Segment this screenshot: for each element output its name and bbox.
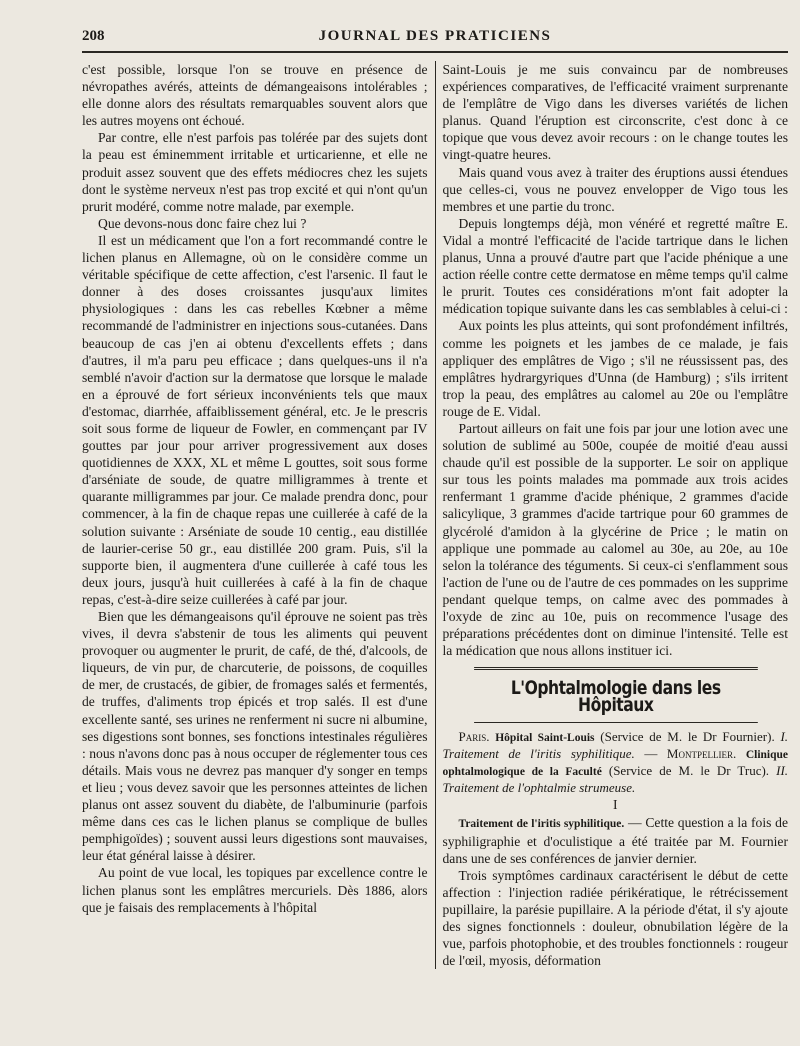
paragraph-text: — Cette question a la fois de syphiligraphie et d'oculistique a été traitée par M. Fournier dans une de ses conférences de janvier dernier. — [442, 814, 788, 866]
paragraph: Depuis longtemps déjà, mon vénéré et regretté maître E. Vidal a montré l'efficacité de l'acide tartrique dans le lichen planus, Unna a prouvé d'autre part que l'acide phénique a une action réelle contre cette dermatose en même temps qu'il calme le prurit. Toutes ces considérations m'ont fait adopter la médication topique suivante dans les cas semblables à celui-ci : — [442, 215, 788, 317]
summary-city: — Montpellier. — [644, 746, 737, 762]
summary-hospital: Clinique ophtalmologique de la Faculté — [442, 749, 788, 779]
paragraph: Il est un médicament que l'on a fort recommandé contre le lichen planus en Allemagne, où on le considère comme un véritable spécifique de cette affection, c'est l'arsenic. Il faut le donner à des doses croissantes jusqu'aux limites physiologiques : dans les cas rebelles Kœbner a même recommandé de l'administrer en injections sous-cutanées. Dans beaucoup de cas j'en ai obtenu d'excellents effets ; dans d'autres, il m'a paru peu efficace ; dans quelques-uns il n'a semblé n'avoir d'action sur la dermatose que lorsque le malade en a éprouvé de fort sérieux inconvénients tels que maux d'estomac, diarrhée, affaiblissement général, etc. Je le prescris soit sous forme de liqueur de Fowler, en commençant par IV gouttes par jour pour arriver progressivement aux doses quotidiennes de XXX, XL et même L gouttes, soit sous forme d'arséniate de soude, de quatre milligrammes à trente et quarante milligrammes par jour. Ce malade prendra donc, pour commencer, à la fin de chaque repas une cuillerée à café de la solution suivante : Arséniate de soude 10 centig., eau distillée de laurier-cerise 50 gr., eau distillée 200 gram. Puis, s'il la supporte bien, il augmentera d'une cuillerée à café tous les deux jours, jusqu'à huit cuillerées à café à la fin de chaque repas, c'est-à-dire seize cuillerées à café par jour. — [82, 232, 428, 607]
two-column-body — [82, 61, 788, 969]
paragraph: Aux points les plus atteints, qui sont profondément infiltrés, comme les poignets et les jambes de ce malade, je fais appliquer des emplâtres de Vigo ; s'il ne réussissent pas, des emplâtres hydrargyriques d'Unna (de Hamburg) ; s'ils irritent trop la peau, des emplâtres au calomel au 20e ou l'emplâtre rouge de E. Vidal. — [442, 318, 788, 419]
paragraph: c'est possible, lorsque l'on se trouve en présence de névropathes avérés, atteints de démangeaisons intolérables ; elle donne alors des résultats remarquables souvent alors que les autres moyens ont échoué. — [82, 62, 428, 129]
summary-hospital: Hôpital Saint-Louis — [495, 732, 595, 745]
summary-city: Paris. — [458, 729, 490, 745]
paragraph: Que devons-nous donc faire chez lui ? — [98, 215, 307, 231]
section-number: I — [612, 797, 618, 813]
journal-title: JOURNAL DES PRATICIENS — [318, 28, 552, 44]
subsection-heading: Traitement de l'iritis syphilitique. — [458, 817, 625, 830]
left-column — [82, 61, 436, 969]
paragraph — [443, 814, 789, 867]
paragraph: Par contre, elle n'est parfois pas tolérée par des sujets dont la peau est éminemment irritable et urticarienne, et elle ne produit assez souvent que des effets médiocres chez les sujets dont le système nerveux n'est pas trop excité et qui n'ont qu'un prurit modéré, comme notre malade, par exemple. — [82, 130, 428, 214]
right-column — [436, 61, 789, 969]
paragraph: Trois symptômes cardinaux caractérisent le début de cette affection : l'injection radiée périkératique, le rétrécissement pupillaire, la parésie pupillaire. A la période d'état, il s'y ajoute des signes fonctionnels : douleur, obnubilation légère de la vue, parfois photophobie, et des troubles fonctionnels : rougeur de l'œil, myosis, déformation — [442, 867, 788, 969]
paragraph: Au point de vue local, les topiques par excellence contre le lichen planus sont les emplâtres mercuriels. Dès 1886, alors que je faisais des remplacements à l'hôpital — [82, 865, 428, 915]
paragraph: Bien que les démangeaisons qu'il éprouve ne soient pas très vives, il devra s'abstenir de tous les aliments qui peuvent provoquer ou augmenter le prurit, de café, de thé, d'alcools, de liqueurs, de vin pur, de charcuterie, de poissons, de coquilles de mer, de crustacés, de gibier, de fromages salés et fermentés, de truffes, d'aliments trop épicés et trop salés. Il est d'une excellente santé, ses urines ne renferment ni sucre ni albumine, ses digestions sont bonnes, ses fonctions intestinales régulières : nous n'avons donc pas à nous occuper de réglementer tous ces détails. Mais vous ne devrez pas manquer d'y songer en temps et lieu ; vous devez savoir que les personnes atteintes de lichen planus ont assez souvent du diabète, de l'albuminurie (parfois même dans ces cas le lichen planus se complique de bulles pemphigoïdes) ; souvent aussi leurs digestions sont mauvaises, leur état général laisse à désirer. — [82, 609, 428, 864]
paragraph: Saint-Louis je me suis convaincu par de nombreuses expériences comparatives, de l'efficacité vraiment surprenante de l'emplâtre de Vigo dans les diverses variétés de lichen planus. Quand l'éruption est circonscrite, c'est donc à ce topique que vous devez avoir recours : on le change toutes les vingt-quatre heures. — [442, 62, 788, 163]
running-header — [82, 28, 788, 53]
page-number: 208 — [82, 28, 105, 44]
summary-service: (Service de M. le Dr Fournier). — [600, 729, 775, 745]
paragraph: Mais quand vous avez à traiter des éruptions aussi étendues que celles-ci, vous ne pouvez envelopper de Vigo tous les membres et une partie du tronc. — [442, 164, 788, 214]
summary-item: I. Traitement de l'iritis syphilitique. — [442, 729, 789, 762]
summary-item: II. Traitement de l'ophtalmie strumeuse. — [442, 763, 789, 796]
section-summary — [443, 729, 789, 796]
summary-service: (Service de M. le Dr Truc). — [608, 763, 770, 779]
section-title: L'Ophtalmologie dans les Hôpitaux — [474, 667, 757, 723]
paragraph: Partout ailleurs on fait une fois par jour une lotion avec une solution de sublimé au 500e, coupée de moitié d'eau aussi chaude qu'il est possible de la supporter. Le soir on applique sur tous les points malades ma pommade aux trois acides renfermant 1 gramme d'acide phénique, 2 grammes d'acide salicylique, 3 grammes d'acide tartrique pour 60 grammes de glycérolé d'amidon à la glycérine de Price ; le matin on applique une pommade au calomel au 30e, au 20e, au 10e selon la tolérance des téguments. Si ceux-ci s'enflamment sous l'action de l'une ou de l'autre de ces pommades on les supprime pendant quelque temps, on calme avec des pommades à l'oxyde de zinc au 10e, puis on recommence l'usage des préparations précédentes dont on diminue l'intensité. Telle est la médication que nous allons instituer ici. — [442, 420, 788, 659]
